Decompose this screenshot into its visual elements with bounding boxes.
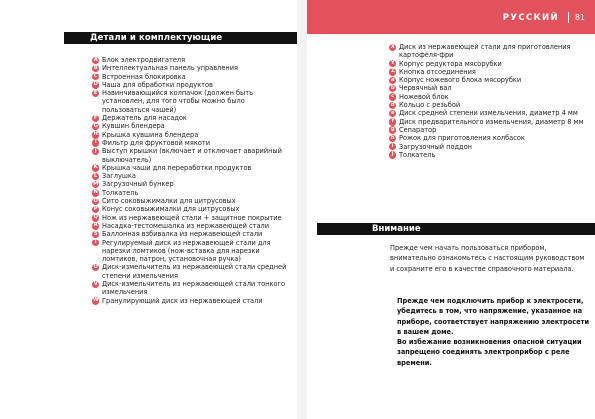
item-text: Загрузочный бункер xyxy=(102,180,174,189)
item-text: Толкатель xyxy=(399,150,436,159)
item-text: Крышка чаши для переработки продуктов xyxy=(102,163,252,172)
list-item xyxy=(389,151,593,159)
list-item xyxy=(92,172,292,180)
parts-list-continued xyxy=(389,43,593,159)
list-item xyxy=(92,73,292,81)
language-label: РУССКИЙ xyxy=(502,13,559,23)
list-item xyxy=(92,214,292,222)
list-item xyxy=(92,56,292,64)
item-marker-badge: Y xyxy=(390,60,395,67)
item-text: Загрузочный поддон xyxy=(399,142,472,151)
list-item xyxy=(92,222,292,230)
item-marker-badge: L xyxy=(92,173,99,180)
item-marker-badge: M xyxy=(93,180,99,187)
item-marker-badge: I xyxy=(92,139,99,146)
list-item xyxy=(389,134,593,142)
item-text: Интеллектуальная панель управления xyxy=(102,64,238,73)
item-marker-badge: h xyxy=(390,134,395,141)
list-item xyxy=(92,263,292,280)
item-marker-badge: U xyxy=(93,263,98,270)
item-text: Толкатель xyxy=(102,188,139,197)
item-marker-badge: b xyxy=(390,84,395,91)
list-item xyxy=(92,280,292,297)
item-text: Нож из нержавеющей стали + защитное покрытие xyxy=(102,213,282,222)
item-text: Ножевой блок xyxy=(399,92,449,101)
item-marker-badge: D xyxy=(93,81,98,88)
warning-heading-bar xyxy=(317,223,595,235)
item-marker-badge: Q xyxy=(93,214,98,221)
item-marker-badge: P xyxy=(93,205,98,212)
list-item xyxy=(92,205,292,213)
warning-paragraph: Во избежание возникновения опасной ситуации запрещено соединять электроприбор с реле времени. xyxy=(397,338,582,367)
item-text: Кнопка отсоединения xyxy=(399,67,476,76)
list-item xyxy=(92,230,292,238)
section-heading-bar xyxy=(64,32,297,44)
item-text: Червячный вал xyxy=(399,84,452,93)
item-text: Выступ крышки (включает и отключает аварийный выключатель) xyxy=(102,147,282,164)
section-title: Детали и комплектующие xyxy=(90,33,223,43)
item-marker-badge: G xyxy=(93,122,98,129)
list-item xyxy=(92,197,292,205)
list-item xyxy=(389,68,593,76)
item-text: Диск-измельчитель из нержавеющей стали тонкого измельчения xyxy=(102,280,285,297)
parts-list xyxy=(92,56,292,305)
item-text: Рожок для приготовления колбасок xyxy=(399,134,525,143)
list-item xyxy=(389,84,593,92)
language-header xyxy=(307,0,595,34)
item-text: Диск из нержавеющей стали для приготовления картофеля-фри xyxy=(399,43,571,60)
item-marker-badge: S xyxy=(93,230,98,237)
item-marker-badge: Z xyxy=(390,68,395,75)
list-item xyxy=(92,114,292,122)
right-page xyxy=(307,0,595,419)
item-text: Блок электродвигателя xyxy=(102,56,186,64)
item-marker-badge: a xyxy=(390,76,395,83)
item-marker-badge: F xyxy=(93,114,98,121)
list-item xyxy=(389,126,593,134)
item-text: Встроенная блокировка xyxy=(102,72,186,81)
list-item xyxy=(92,297,292,305)
item-text: Держатель для насадок xyxy=(102,114,187,123)
list-item xyxy=(389,76,593,84)
item-text: Диск-измельчитель из нержавеющей стали средней степени измельчения xyxy=(102,263,287,280)
list-item xyxy=(92,139,292,147)
list-item xyxy=(389,109,593,117)
item-marker-badge: A xyxy=(93,56,98,63)
item-text: Кольцо с резьбой xyxy=(399,101,461,110)
list-item xyxy=(389,43,593,60)
item-text: Чаша для обработки продуктов xyxy=(102,80,213,89)
list-item xyxy=(92,89,292,114)
warning-block xyxy=(397,296,593,368)
warning-section-title: Внимание xyxy=(372,224,421,234)
intro-paragraph: Прежде чем начать пользоваться прибором, внимательно ознакомьтесь с настоящим руководством и сохраните его в качестве справочного материала. xyxy=(390,244,585,273)
item-text: Диск средней степени измельчения, диаметр 4 мм xyxy=(399,109,578,118)
item-marker-badge: N xyxy=(93,189,98,196)
item-marker-badge: c xyxy=(389,93,396,100)
item-text: Сепаратор xyxy=(399,125,437,134)
item-marker-badge: g xyxy=(390,126,395,133)
item-text: Крышка кувшина блендера xyxy=(102,130,199,139)
item-text: Навинчивающийся колпачок (должен быть установлен, для того чтобы можно было пользоваться чашей) xyxy=(102,89,253,114)
item-marker-badge: j xyxy=(389,151,396,158)
item-marker-badge: d xyxy=(390,101,395,108)
item-text: Заглушка xyxy=(102,172,136,181)
list-item xyxy=(92,180,292,188)
item-text: Фильтр для фруктовой мякоти xyxy=(102,138,210,147)
list-item xyxy=(92,122,292,130)
item-marker-badge: T xyxy=(93,239,98,246)
page-gutter xyxy=(297,0,307,419)
item-text: Диск предварительного измельчения, диаметр 8 мм xyxy=(399,117,584,126)
item-marker-badge: R xyxy=(93,222,98,229)
item-marker-badge: i xyxy=(389,143,396,150)
item-text: Насадка-тестомешалка из нержавеющей стали xyxy=(102,221,270,230)
item-text: Гранулирующий диск из нержавеющей стали xyxy=(102,296,263,305)
warning-paragraph: Прежде чем подключить прибор к электросети, убедитесь в том, что напряжение, указанное на приборе, соответствует напряжению электросети в вашем доме. xyxy=(397,297,590,336)
left-page xyxy=(0,0,297,419)
page-number: 81 xyxy=(574,13,585,22)
item-text: Конус соковыжималки для цитрусовых xyxy=(102,205,240,214)
item-marker-badge: K xyxy=(93,164,98,171)
item-text: Корпус редуктора мясорубки xyxy=(399,59,502,68)
list-item xyxy=(389,143,593,151)
item-marker-badge: e xyxy=(390,109,395,116)
item-marker-badge: X xyxy=(390,43,395,50)
item-text: Корпус ножевого блока мясорубки xyxy=(399,76,522,85)
list-item xyxy=(389,60,593,68)
item-text: Баллонная взбивалка из нержавеющей стали xyxy=(102,230,263,239)
item-marker-badge: J xyxy=(92,148,99,155)
list-item xyxy=(92,189,292,197)
item-marker-badge: E xyxy=(93,89,98,96)
item-text: Регулируемый диск из нержавеющей стали для нарезки ломтиков (нож-вставка для нарезки ломтиков, патрон, установочная ручка) xyxy=(102,238,271,264)
header-divider xyxy=(568,12,569,23)
item-marker-badge: O xyxy=(93,197,98,204)
item-marker-badge: f xyxy=(389,118,396,125)
list-item xyxy=(92,64,292,72)
item-marker-badge: C xyxy=(93,73,98,80)
list-item xyxy=(92,147,292,164)
list-item xyxy=(389,118,593,126)
item-marker-badge: V xyxy=(93,280,98,287)
item-text: Кувшин блендера xyxy=(102,122,165,131)
item-marker-badge: H xyxy=(93,131,98,138)
list-item xyxy=(92,164,292,172)
item-text: Сито соковыжималки для цитрусовых xyxy=(102,197,236,206)
list-item xyxy=(92,239,292,264)
item-marker-badge: B xyxy=(93,64,98,71)
item-marker-badge: W xyxy=(92,297,99,304)
list-item xyxy=(389,93,593,101)
list-item xyxy=(92,131,292,139)
list-item xyxy=(389,101,593,109)
list-item xyxy=(92,81,292,89)
